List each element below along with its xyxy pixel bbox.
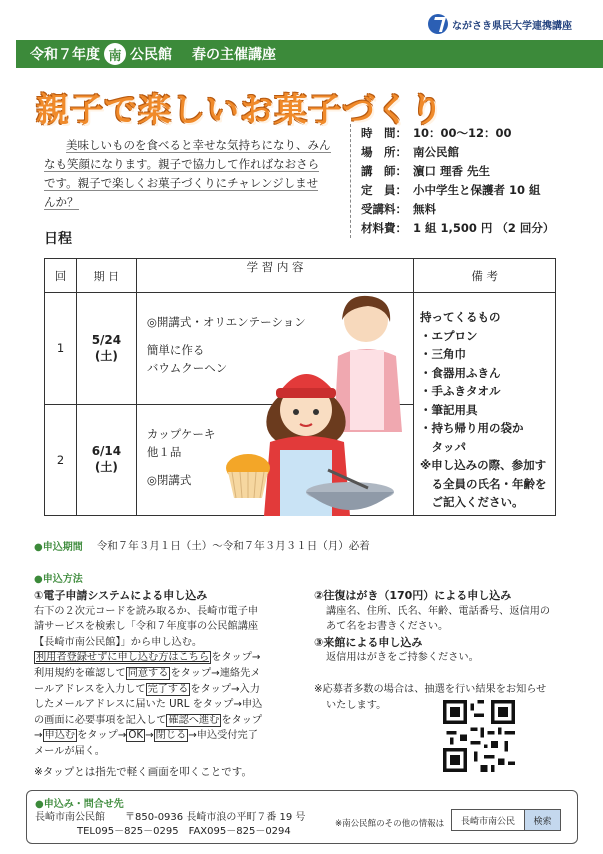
table-row: 2 6/14 (土) カップケーキ 他１品 ◎閉講式	[45, 404, 556, 516]
col-header-no: 回	[45, 259, 77, 293]
search-button[interactable]: 検索	[525, 809, 561, 831]
org-logo	[428, 14, 572, 34]
table-row: 1 5/24 (土) ◎開講式・オリエンテーション 簡単に作る バウムクーヘン	[45, 293, 556, 405]
search-input[interactable]: 長崎市南公民	[451, 809, 525, 831]
tap-note: ※タップとは指先で軽く画面を叩くことです。	[34, 766, 252, 778]
banner-circle-mark: 南	[104, 43, 126, 65]
bring-items: 持ってくるもの ・エプロン ・三角巾 ・食器用ふきん ・手ふきタオル ・筆記用具 ・持ち帰り用の袋か タッパ ※申し込みの際、参加す る全員の氏名・年齢を ご記入ください。	[420, 310, 547, 509]
cooking-illustration	[218, 292, 418, 516]
detail-teacher: 講 師： 濵口 理香 先生	[361, 164, 491, 178]
detail-material-cost: 材料費： 1 組 1,500 円 （2 回分）	[361, 221, 555, 235]
application-period: ●申込期間 令和７年３月１日（土）～令和７年３月３１日（月）必着	[34, 540, 370, 553]
page-title: 親子で楽しいお菓子づくり	[36, 90, 444, 129]
intro-text: 美味しいものを食べると幸せな気持ちになり、みん なも笑顔になります。親子で協力して作ればなおさら です。親子で楽しくお菓子づくりにチャレンジしませ んか？	[44, 138, 331, 209]
banner	[16, 40, 603, 68]
course-details	[350, 124, 590, 238]
method-postcard-visit: ②往復はがき（170円）による申し込み 講座名、住所、氏名、年齢、電話番号、返信用の あて名をお書きください。 ③来館による申し込み 返信用はがきをご持参ください。 ※応募者多数の場合は、抽選を行い結果をお知らせ いたします。	[314, 589, 551, 711]
col-header-content: 学 習 内 容	[136, 259, 413, 293]
detail-fee: 受講料： 無料	[361, 202, 436, 216]
banner-title: 春の主催講座	[192, 47, 276, 63]
contact-footer	[26, 790, 578, 844]
detail-time: 時 間： 10：00～12：00	[361, 126, 512, 140]
org-name: ながさき県民大学連携講座	[452, 20, 572, 32]
contact-address: 長崎市南公民館 〒850-0936 長崎市浪の平町７番 19 号 TEL095－825－0295 FAX095－825－0294	[35, 812, 306, 837]
schedule-heading: 日程	[44, 231, 72, 247]
method-label: ●申込方法	[34, 574, 83, 585]
contact-label: ●申込み・問合せ先	[35, 799, 124, 810]
detail-place: 場 所： 南公民館	[361, 145, 459, 159]
col-header-date: 期 日	[76, 259, 136, 293]
col-header-note: 備 考	[414, 259, 556, 293]
method-online: ①電子申請システムによる申し込み 右下の２次元コードを読み取るか、長崎市電子申 請サービスを検索し「令和７年度事の公民館講座 【長崎市南公民館】」から申し込む。 利用者登録せずに申し込む方はこちら をタップ→ 利用規約を確認して 同意する をタップ→連絡先メ ールアドレスを入力して 完了する をタップ→入力 したメールアドレスに届いた URL をタップ→申込 の画面に必要事項を記入して 確認へ進む をタップ → 申込む をタップ→ OK → 閉じる →申込受付完了 メールが届く。	[34, 589, 263, 757]
qr-code[interactable]	[443, 700, 515, 772]
detail-capacity: 定 員： 小中学生と保護者 10 組	[361, 183, 541, 197]
other-info-note: ※南公民館のその他の情報は	[335, 819, 445, 829]
org-logo-icon	[428, 14, 448, 34]
search-box	[451, 809, 561, 831]
banner-hall: 公民館	[130, 47, 172, 63]
banner-year: 令和７年度	[30, 47, 100, 63]
